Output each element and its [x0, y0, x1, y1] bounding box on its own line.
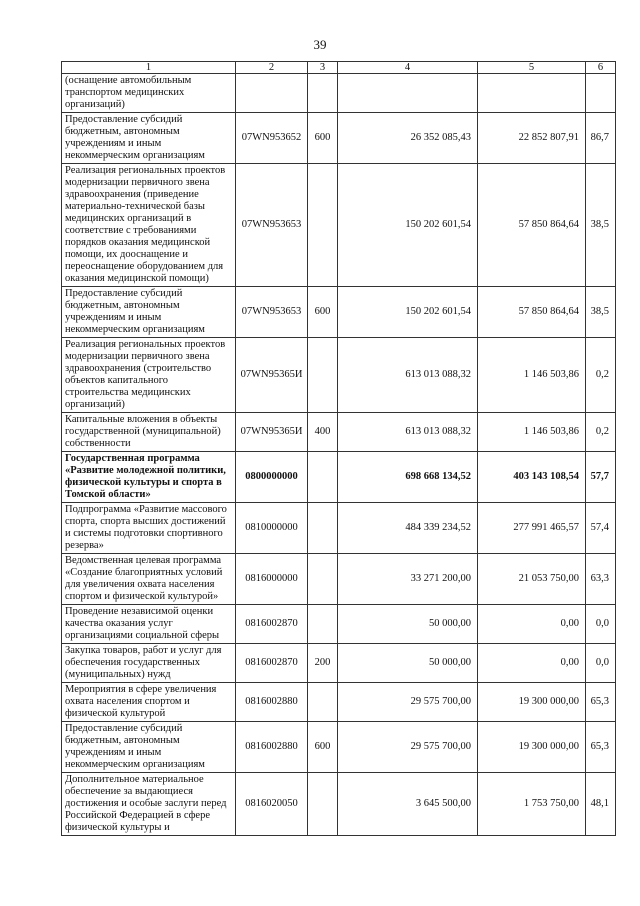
row-name: Реализация региональных проектов модернизации первичного звена здравоохранения (приведение материально-технической базы медицинских организаций в соответствие с требованиями порядков оказания медицинской помощи, их дооснащение и переоснащение оборудованием для оказания медицинской помощи): [62, 164, 236, 287]
row-code: 07WN953653: [236, 287, 308, 338]
row-code: 0816002880: [236, 722, 308, 773]
row-percent: 57,7: [586, 452, 616, 503]
column-header: 3: [308, 62, 338, 74]
table-row: [62, 413, 616, 452]
row-plan-amount: [338, 74, 478, 113]
table-row: [62, 554, 616, 605]
row-expense-type: 600: [308, 722, 338, 773]
row-name: Предоставление субсидий бюджетным, автономным учреждениям и иным некоммерческим организациям: [62, 287, 236, 338]
row-name: Предоставление субсидий бюджетным, автономным учреждениям и иным некоммерческим организациям: [62, 722, 236, 773]
row-code: 0816002880: [236, 683, 308, 722]
table-row: [62, 683, 616, 722]
row-percent: 0,0: [586, 644, 616, 683]
row-name: Проведение независимой оценки качества оказания услуг организациями социальной сферы: [62, 605, 236, 644]
row-executed-amount: 0,00: [478, 644, 586, 683]
row-plan-amount: 29 575 700,00: [338, 683, 478, 722]
column-header: 5: [478, 62, 586, 74]
row-plan-amount: 150 202 601,54: [338, 287, 478, 338]
row-executed-amount: [478, 74, 586, 113]
row-name: Закупка товаров, работ и услуг для обеспечения государственных (муниципальных) нужд: [62, 644, 236, 683]
row-code: 07WN95365И: [236, 338, 308, 413]
row-executed-amount: 57 850 864,64: [478, 164, 586, 287]
row-executed-amount: 22 852 807,91: [478, 113, 586, 164]
row-executed-amount: 403 143 108,54: [478, 452, 586, 503]
row-executed-amount: 277 991 465,57: [478, 503, 586, 554]
row-executed-amount: 0,00: [478, 605, 586, 644]
row-plan-amount: 50 000,00: [338, 605, 478, 644]
column-header: 2: [236, 62, 308, 74]
page-number: 39: [313, 37, 327, 52]
column-header: 1: [62, 62, 236, 74]
row-percent: 65,3: [586, 683, 616, 722]
table-row: [62, 722, 616, 773]
row-expense-type: [308, 683, 338, 722]
table-row: [62, 452, 616, 503]
row-code: 0816002870: [236, 644, 308, 683]
row-percent: 57,4: [586, 503, 616, 554]
row-code: 07WN953653: [236, 164, 308, 287]
row-name: Мероприятия в сфере увеличения охвата населения спортом и физической культурой: [62, 683, 236, 722]
budget-table: [61, 61, 616, 836]
row-plan-amount: 150 202 601,54: [338, 164, 478, 287]
row-name: Государственная программа «Развитие молодежной политики, физической культуры и спорта в Томской области»: [62, 452, 236, 503]
row-plan-amount: 50 000,00: [338, 644, 478, 683]
row-code: 07WN95365И: [236, 413, 308, 452]
table-row: [62, 605, 616, 644]
row-executed-amount: 1 146 503,86: [478, 413, 586, 452]
row-executed-amount: 21 053 750,00: [478, 554, 586, 605]
column-header: 6: [586, 62, 616, 74]
row-expense-type: [308, 773, 338, 836]
row-plan-amount: 613 013 088,32: [338, 338, 478, 413]
row-plan-amount: 484 339 234,52: [338, 503, 478, 554]
row-executed-amount: 57 850 864,64: [478, 287, 586, 338]
row-name: Предоставление субсидий бюджетным, автономным учреждениям и иным некоммерческим организациям: [62, 113, 236, 164]
header-row: [62, 62, 616, 74]
row-plan-amount: 29 575 700,00: [338, 722, 478, 773]
row-executed-amount: 1 146 503,86: [478, 338, 586, 413]
row-percent: 0,2: [586, 413, 616, 452]
table-row: [62, 287, 616, 338]
row-expense-type: [308, 74, 338, 113]
table-row: [62, 773, 616, 836]
row-expense-type: 600: [308, 113, 338, 164]
row-plan-amount: 613 013 088,32: [338, 413, 478, 452]
row-executed-amount: 1 753 750,00: [478, 773, 586, 836]
row-expense-type: 600: [308, 287, 338, 338]
row-plan-amount: 33 271 200,00: [338, 554, 478, 605]
row-expense-type: 400: [308, 413, 338, 452]
row-percent: 63,3: [586, 554, 616, 605]
row-percent: 38,5: [586, 164, 616, 287]
row-expense-type: 200: [308, 644, 338, 683]
row-percent: [586, 74, 616, 113]
row-name: Дополнительное материальное обеспечение за выдающиеся достижения и особые заслуги перед Российской Федерацией в сфере физической культуры и: [62, 773, 236, 836]
row-percent: 0,2: [586, 338, 616, 413]
row-code: 0800000000: [236, 452, 308, 503]
row-code: 07WN953652: [236, 113, 308, 164]
row-code: 0816000000: [236, 554, 308, 605]
row-name: Капитальные вложения в объекты государственной (муниципальной) собственности: [62, 413, 236, 452]
row-expense-type: [308, 605, 338, 644]
row-name: Реализация региональных проектов модернизации первичного звена здравоохранения (строительство объектов капитального строительства медицинских организаций): [62, 338, 236, 413]
column-header: 4: [338, 62, 478, 74]
row-expense-type: [308, 338, 338, 413]
table-row: [62, 338, 616, 413]
table-row: [62, 164, 616, 287]
row-expense-type: [308, 503, 338, 554]
row-percent: 65,3: [586, 722, 616, 773]
row-executed-amount: 19 300 000,00: [478, 722, 586, 773]
row-expense-type: [308, 554, 338, 605]
row-name: Подпрограмма «Развитие массового спорта, спорта высших достижений и системы подготовки спортивного резерва»: [62, 503, 236, 554]
table-row: [62, 503, 616, 554]
row-percent: 38,5: [586, 287, 616, 338]
row-expense-type: [308, 164, 338, 287]
row-percent: 0,0: [586, 605, 616, 644]
row-plan-amount: 3 645 500,00: [338, 773, 478, 836]
row-code: [236, 74, 308, 113]
row-expense-type: [308, 452, 338, 503]
row-code: 0816002870: [236, 605, 308, 644]
table-row: [62, 74, 616, 113]
table-row: [62, 644, 616, 683]
row-code: 0810000000: [236, 503, 308, 554]
table-row: [62, 113, 616, 164]
row-name: (оснащение автомобильным транспортом медицинских организаций): [62, 74, 236, 113]
row-name: Ведомственная целевая программа «Создание благоприятных условий для увеличения охвата населения спортом и физической культурой»: [62, 554, 236, 605]
row-executed-amount: 19 300 000,00: [478, 683, 586, 722]
row-plan-amount: 698 668 134,52: [338, 452, 478, 503]
row-percent: 86,7: [586, 113, 616, 164]
row-code: 0816020050: [236, 773, 308, 836]
row-percent: 48,1: [586, 773, 616, 836]
row-plan-amount: 26 352 085,43: [338, 113, 478, 164]
